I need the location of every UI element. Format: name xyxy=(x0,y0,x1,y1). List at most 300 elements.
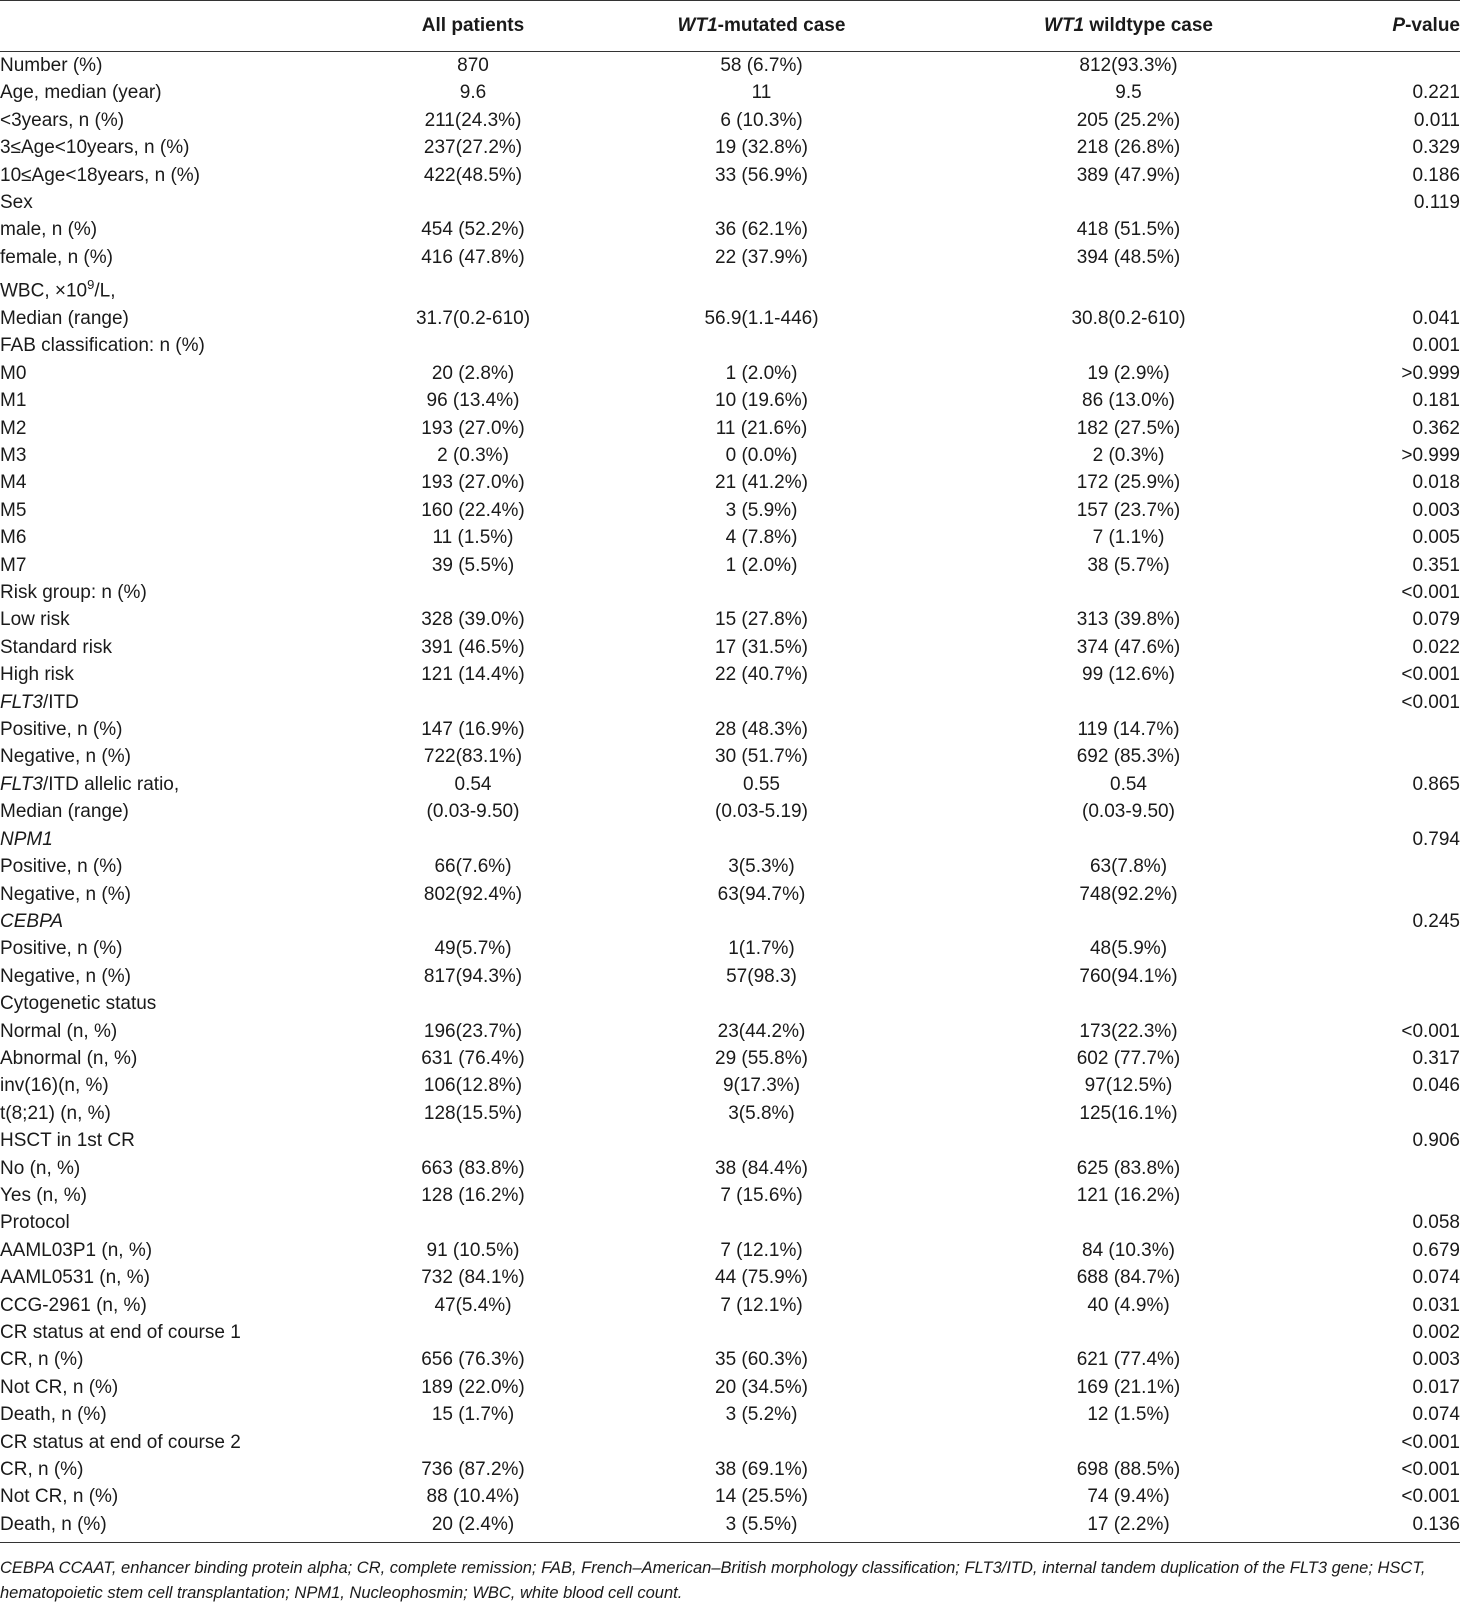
cell-wt1-mutated: 1 (2.0%) xyxy=(725,554,798,576)
row-label xyxy=(0,1209,365,1236)
cell-wt1-mutated: 17 (31.5%) xyxy=(715,636,808,658)
row-label-text: M5 xyxy=(0,499,27,521)
cell-p-value xyxy=(1315,244,1460,271)
row-label-text: Normal (n, %) xyxy=(0,1020,118,1042)
row-label xyxy=(0,52,365,80)
table-row xyxy=(0,689,1460,716)
cell-wt1-wildtype: 125(16.1%) xyxy=(1079,1102,1178,1124)
row-label xyxy=(0,634,365,661)
cell-wt1-mutated: 36 (62.1%) xyxy=(715,219,808,241)
table-row xyxy=(0,1072,1460,1099)
row-label xyxy=(0,1346,365,1373)
cell-p-value: 0.074 xyxy=(1412,1404,1460,1426)
table-row xyxy=(0,1456,1460,1483)
cell-wt1-mutated: 11 (21.6%) xyxy=(715,417,808,439)
row-label xyxy=(0,935,365,962)
row-label xyxy=(0,1127,365,1154)
cell-all-patients xyxy=(365,1209,581,1236)
row-label-text: Death, n (%) xyxy=(0,1513,107,1535)
row-label-text: CCG-2961 (n, %) xyxy=(0,1294,147,1316)
cell-all-patients: 47(5.4%) xyxy=(434,1294,512,1316)
cell-wt1-mutated: 22 (40.7%) xyxy=(715,664,808,686)
header-wt1-mutated xyxy=(581,1,942,52)
table-row xyxy=(0,634,1460,661)
row-label xyxy=(0,853,365,880)
cell-wt1-mutated: 6 (10.3%) xyxy=(720,109,803,131)
row-label xyxy=(0,216,365,243)
cell-p-value: 0.005 xyxy=(1412,527,1460,549)
cell-wt1-mutated: 35 (60.3%) xyxy=(715,1349,808,1371)
table-row xyxy=(0,1209,1460,1236)
row-label-text: M6 xyxy=(0,527,27,549)
row-label-text: CR, n (%) xyxy=(0,1349,84,1371)
cell-p-value: 0.031 xyxy=(1412,1294,1460,1316)
row-label-text: Negative, n (%) xyxy=(0,883,131,905)
row-label xyxy=(0,271,365,305)
row-label xyxy=(0,1100,365,1127)
cell-wt1-mutated: 56.9(1.1-446) xyxy=(704,307,819,329)
table-row xyxy=(0,1511,1460,1543)
cell-all-patients: 147 (16.9%) xyxy=(421,719,525,741)
cell-p-value: 0.002 xyxy=(1412,1322,1460,1344)
cell-wt1-wildtype: 48(5.9%) xyxy=(1089,938,1168,960)
header-all-patients: All patients xyxy=(421,15,525,36)
table-row xyxy=(0,189,1460,216)
cell-wt1-wildtype xyxy=(942,1429,1315,1456)
cell-wt1-mutated: 29 (55.8%) xyxy=(715,1047,808,1069)
row-label xyxy=(0,1182,365,1209)
cell-wt1-wildtype xyxy=(942,908,1315,935)
cell-wt1-wildtype: 688 (84.7%) xyxy=(1076,1267,1181,1289)
table-row xyxy=(0,497,1460,524)
cell-all-patients: 732 (84.1%) xyxy=(421,1267,525,1289)
table-row xyxy=(0,771,1460,798)
header-p-value xyxy=(1315,1,1460,52)
cell-p-value: 0.329 xyxy=(1412,137,1460,159)
cell-wt1-mutated: 4 (7.8%) xyxy=(725,527,798,549)
cell-wt1-mutated: 23(44.2%) xyxy=(717,1020,806,1042)
cell-all-patients: 328 (39.0%) xyxy=(421,609,525,631)
cell-p-value: 0.003 xyxy=(1412,499,1460,521)
row-label xyxy=(0,1401,365,1428)
row-label-text: M7 xyxy=(0,554,27,576)
cell-wt1-wildtype: 17 (2.2%) xyxy=(1087,1513,1170,1535)
cell-wt1-mutated xyxy=(581,908,942,935)
row-label-text: Abnormal (n, %) xyxy=(0,1047,138,1069)
cell-wt1-mutated: 3(5.3%) xyxy=(728,856,795,878)
cell-p-value xyxy=(1315,853,1460,880)
cell-p-value: 0.022 xyxy=(1412,636,1460,658)
row-label-text: Low risk xyxy=(0,609,70,631)
row-label-text: M3 xyxy=(0,445,27,467)
table-row xyxy=(0,469,1460,496)
row-label xyxy=(0,689,365,716)
row-label xyxy=(0,134,365,161)
cell-wt1-mutated: 0.55 xyxy=(743,773,780,795)
cell-wt1-wildtype xyxy=(942,1319,1315,1346)
cell-wt1-wildtype: 30.8(0.2-610) xyxy=(1071,307,1186,329)
cell-wt1-mutated: 19 (32.8%) xyxy=(715,137,808,159)
cell-wt1-wildtype: 602 (77.7%) xyxy=(1076,1047,1181,1069)
cell-wt1-mutated: 44 (75.9%) xyxy=(715,1267,808,1289)
cell-all-patients: 31.7(0.2-610) xyxy=(415,307,531,329)
cell-all-patients: 66(7.6%) xyxy=(434,856,512,878)
row-label-text: Negative, n (%) xyxy=(0,746,131,768)
cell-wt1-mutated: 10 (19.6%) xyxy=(715,390,808,412)
cell-p-value: 0.794 xyxy=(1412,828,1460,850)
cell-wt1-wildtype: 621 (77.4%) xyxy=(1076,1349,1181,1371)
row-label-suffix: /L, xyxy=(94,280,116,302)
table-row xyxy=(0,552,1460,579)
cell-p-value: 0.119 xyxy=(1413,192,1460,214)
row-label xyxy=(0,908,365,935)
table-row xyxy=(0,305,1460,332)
cell-wt1-wildtype: 760(94.1%) xyxy=(1079,965,1178,987)
cell-all-patients: 736 (87.2%) xyxy=(421,1459,525,1481)
cell-p-value: <0.001 xyxy=(1401,1431,1460,1453)
cell-p-value xyxy=(1315,1155,1460,1182)
row-label xyxy=(0,1456,365,1483)
cell-all-patients xyxy=(365,689,581,716)
table-footnote: CEBPA CCAAT, enhancer binding protein alpha; CR, complete remission; FAB, French–American–British morphology classification; FLT3/ITD, internal tandem duplication of the FLT3 gene; HSCT, hematopoietic stem cell transplantation; NPM1, Nucleophosmin; WBC, white blood cell count. xyxy=(0,1559,1426,1602)
cell-p-value: <0.001 xyxy=(1401,1020,1460,1042)
cell-p-value xyxy=(1315,716,1460,743)
table-row xyxy=(0,963,1460,990)
cell-wt1-wildtype: 9.5 xyxy=(1115,82,1142,104)
cell-wt1-wildtype: 63(7.8%) xyxy=(1089,856,1168,878)
cell-p-value xyxy=(1315,798,1460,825)
cell-p-value: >0.999 xyxy=(1401,445,1460,467)
cell-wt1-mutated: 11 xyxy=(751,82,772,104)
table-row xyxy=(0,1401,1460,1428)
cell-p-value: 0.011 xyxy=(1413,109,1460,131)
cell-p-value: 0.221 xyxy=(1412,82,1460,104)
cell-wt1-mutated xyxy=(581,1429,942,1456)
row-label-text: HSCT in 1st CR xyxy=(0,1130,135,1152)
row-label xyxy=(0,162,365,189)
row-label-text: No (n, %) xyxy=(0,1157,81,1179)
cell-p-value xyxy=(1315,1182,1460,1209)
table-row xyxy=(0,908,1460,935)
row-label-gene: FLT3 xyxy=(0,691,43,713)
row-label-text: CR status at end of course 2 xyxy=(0,1431,241,1453)
row-label xyxy=(0,963,365,990)
cell-p-value: <0.001 xyxy=(1401,691,1460,713)
cell-wt1-mutated: 57(98.3) xyxy=(726,965,797,987)
cell-wt1-wildtype: 12 (1.5%) xyxy=(1087,1404,1170,1426)
row-label xyxy=(0,743,365,770)
cell-wt1-wildtype: 173(22.3%) xyxy=(1079,1020,1178,1042)
cell-wt1-mutated: 7 (12.1%) xyxy=(720,1294,803,1316)
cell-wt1-wildtype: 0.54 xyxy=(1110,773,1147,795)
cell-wt1-mutated xyxy=(581,689,942,716)
cell-wt1-mutated: 0 (0.0%) xyxy=(725,445,798,467)
row-label xyxy=(0,1264,365,1291)
row-label-text: AAML0531 (n, %) xyxy=(0,1267,150,1289)
cell-wt1-wildtype: 99 (12.6%) xyxy=(1082,664,1175,686)
header-p-letter: P xyxy=(1392,15,1406,36)
cell-wt1-wildtype: 86 (13.0%) xyxy=(1082,390,1175,412)
cell-p-value: <0.001 xyxy=(1401,582,1460,604)
cell-wt1-wildtype: 38 (5.7%) xyxy=(1087,554,1170,576)
cell-wt1-wildtype: 313 (39.8%) xyxy=(1076,609,1181,631)
cell-all-patients xyxy=(365,826,581,853)
cell-wt1-wildtype: 157 (23.7%) xyxy=(1076,499,1181,521)
row-label xyxy=(0,497,365,524)
table-row xyxy=(0,1374,1460,1401)
row-label-text: CR, n (%) xyxy=(0,1459,84,1481)
cell-wt1-mutated: 7 (12.1%) xyxy=(720,1239,803,1261)
cell-wt1-mutated: 1 (2.0%) xyxy=(725,362,798,384)
row-label xyxy=(0,826,365,853)
row-label xyxy=(0,469,365,496)
row-label-text: FAB classification: n (%) xyxy=(0,335,205,357)
cell-p-value: 0.018 xyxy=(1412,472,1460,494)
cell-wt1-mutated: 28 (48.3%) xyxy=(715,719,808,741)
table-row xyxy=(0,1045,1460,1072)
cell-p-value: 0.186 xyxy=(1412,164,1460,186)
row-label-gene: FLT3 xyxy=(0,773,43,795)
cell-all-patients: 39 (5.5%) xyxy=(431,554,515,576)
cell-all-patients: 20 (2.8%) xyxy=(431,362,515,384)
cell-wt1-wildtype: 2 (0.3%) xyxy=(1092,445,1165,467)
row-label-text: /ITD xyxy=(42,691,79,713)
table-row xyxy=(0,990,1460,1017)
row-label-text: Death, n (%) xyxy=(0,1404,107,1426)
row-label xyxy=(0,1429,365,1456)
header-wt1-wildtype-gene: WT1 xyxy=(1044,15,1085,36)
cell-wt1-mutated: 1(1.7%) xyxy=(728,938,795,960)
cell-wt1-wildtype: 374 (47.6%) xyxy=(1076,636,1181,658)
cell-all-patients: 49(5.7%) xyxy=(434,938,512,960)
cell-wt1-wildtype: 84 (10.3%) xyxy=(1082,1239,1175,1261)
table-row xyxy=(0,1237,1460,1264)
table-row xyxy=(0,216,1460,243)
row-label-text: 3≤Age<10years, n (%) xyxy=(0,137,190,159)
cell-p-value: 0.351 xyxy=(1412,554,1460,576)
table-row xyxy=(0,606,1460,633)
cell-wt1-wildtype: 7 (1.1%) xyxy=(1092,527,1165,549)
cell-all-patients: 128(15.5%) xyxy=(423,1102,523,1124)
cell-wt1-wildtype: 97(12.5%) xyxy=(1084,1075,1173,1097)
row-label-text: AAML03P1 (n, %) xyxy=(0,1239,153,1261)
row-label xyxy=(0,360,365,387)
cell-all-patients: 20 (2.4%) xyxy=(431,1513,515,1535)
cell-all-patients xyxy=(365,990,581,1017)
cell-all-patients xyxy=(365,579,581,606)
cell-p-value: 0.865 xyxy=(1412,773,1460,795)
cell-p-value: 0.017 xyxy=(1412,1376,1460,1398)
cell-wt1-wildtype: 698 (88.5%) xyxy=(1076,1459,1181,1481)
table-row xyxy=(0,415,1460,442)
table-row xyxy=(0,1483,1460,1510)
header-wt1-wildtype-text: wildtype case xyxy=(1084,15,1213,36)
cell-p-value: <0.001 xyxy=(1401,1486,1460,1508)
row-label-text: /ITD allelic ratio, xyxy=(42,773,180,795)
row-label xyxy=(0,415,365,442)
cell-p-value: 0.046 xyxy=(1412,1075,1460,1097)
cell-all-patients: 128 (16.2%) xyxy=(421,1184,525,1206)
cell-all-patients: 237(27.2%) xyxy=(423,137,523,159)
row-label xyxy=(0,305,365,332)
row-label xyxy=(0,79,365,106)
table-row xyxy=(0,107,1460,134)
cell-all-patients xyxy=(365,1127,581,1154)
cell-all-patients xyxy=(365,1319,581,1346)
table-row xyxy=(0,1127,1460,1154)
row-label xyxy=(0,1292,365,1319)
row-label-text: Number (%) xyxy=(0,55,103,76)
row-label xyxy=(0,244,365,271)
row-label xyxy=(0,990,365,1017)
cell-wt1-wildtype xyxy=(942,1127,1315,1154)
cell-wt1-mutated: 20 (34.5%) xyxy=(715,1376,808,1398)
row-label xyxy=(0,1374,365,1401)
header-p-text: -value xyxy=(1405,15,1460,36)
row-label xyxy=(0,881,365,908)
row-label xyxy=(0,189,365,216)
table-row xyxy=(0,1319,1460,1346)
row-label xyxy=(0,1237,365,1264)
header-wt1-wildtype xyxy=(942,1,1315,52)
cell-wt1-mutated xyxy=(581,579,942,606)
cell-wt1-mutated xyxy=(581,990,942,1017)
cell-wt1-wildtype: 74 (9.4%) xyxy=(1087,1486,1170,1508)
cell-wt1-mutated: 3 (5.9%) xyxy=(725,499,798,521)
row-label-text: <3years, n (%) xyxy=(0,109,125,131)
cell-wt1-mutated: 38 (69.1%) xyxy=(715,1459,808,1481)
cell-all-patients xyxy=(365,1429,581,1456)
cell-all-patients: (0.03-9.50) xyxy=(426,801,520,823)
row-label-text: female, n (%) xyxy=(0,246,113,268)
row-label-text: M1 xyxy=(0,390,27,412)
cell-p-value xyxy=(1315,271,1460,305)
table-row xyxy=(0,244,1460,271)
cell-wt1-wildtype xyxy=(942,689,1315,716)
cell-wt1-wildtype xyxy=(942,990,1315,1017)
row-label xyxy=(0,771,365,798)
header-wt1-mutated-gene: WT1 xyxy=(677,15,718,36)
cell-wt1-mutated: (0.03-5.19) xyxy=(715,801,808,823)
cell-wt1-wildtype: 40 (4.9%) xyxy=(1087,1294,1170,1316)
cell-all-patients: 817(94.3%) xyxy=(423,965,523,987)
table-row xyxy=(0,442,1460,469)
table-row xyxy=(0,935,1460,962)
cell-wt1-mutated xyxy=(581,189,942,216)
row-label xyxy=(0,332,365,359)
row-label-text: CR status at end of course 1 xyxy=(0,1322,241,1344)
cell-wt1-mutated xyxy=(581,1127,942,1154)
cell-p-value: 0.079 xyxy=(1412,609,1460,631)
cell-p-value xyxy=(1315,52,1460,80)
cell-p-value xyxy=(1315,935,1460,962)
row-label-text: Cytogenetic status xyxy=(0,993,157,1015)
cell-wt1-wildtype: 389 (47.9%) xyxy=(1076,164,1181,186)
cell-all-patients xyxy=(365,908,581,935)
cell-all-patients: 454 (52.2%) xyxy=(421,219,525,241)
cell-wt1-mutated: 30 (51.7%) xyxy=(715,746,808,768)
cell-p-value: 0.245 xyxy=(1412,910,1460,932)
table-row xyxy=(0,853,1460,880)
row-label xyxy=(0,1018,365,1045)
cell-wt1-wildtype: 182 (27.5%) xyxy=(1076,417,1181,439)
cell-wt1-mutated: 9(17.3%) xyxy=(722,1075,801,1097)
row-label xyxy=(0,606,365,633)
cell-all-patients: 416 (47.8%) xyxy=(421,246,525,268)
row-label-text: Not CR, n (%) xyxy=(0,1376,119,1398)
cell-p-value: 0.136 xyxy=(1412,1513,1460,1535)
cell-all-patients: 121 (14.4%) xyxy=(421,664,525,686)
table-row xyxy=(0,387,1460,414)
row-label-text: 10≤Age<18years, n (%) xyxy=(0,164,201,186)
row-label xyxy=(0,524,365,551)
header-wt1-mutated-text: -mutated case xyxy=(717,15,846,36)
cell-all-patients xyxy=(365,332,581,359)
cell-all-patients: 15 (1.7%) xyxy=(431,1404,515,1426)
cell-all-patients: 391 (46.5%) xyxy=(421,636,525,658)
cell-p-value: 0.317 xyxy=(1412,1047,1460,1069)
row-label-text: male, n (%) xyxy=(0,219,98,241)
cell-wt1-mutated: 3 (5.5%) xyxy=(725,1513,798,1535)
cell-p-value: 0.679 xyxy=(1412,1239,1460,1261)
cell-p-value xyxy=(1315,963,1460,990)
table-row xyxy=(0,524,1460,551)
cell-wt1-wildtype: 812(93.3%) xyxy=(1079,55,1178,76)
cell-wt1-mutated: 14 (25.5%) xyxy=(715,1486,808,1508)
row-label-text: WBC, ×10 xyxy=(0,280,88,302)
row-label xyxy=(0,552,365,579)
cell-p-value: 0.003 xyxy=(1412,1349,1460,1371)
cell-p-value: 0.362 xyxy=(1412,417,1460,439)
cell-p-value xyxy=(1315,881,1460,908)
table-row xyxy=(0,716,1460,743)
row-label-text: Risk group: n (%) xyxy=(0,582,147,604)
cell-all-patients: 160 (22.4%) xyxy=(421,499,525,521)
cell-all-patients: 631 (76.4%) xyxy=(421,1047,525,1069)
row-label xyxy=(0,1155,365,1182)
cell-wt1-mutated xyxy=(581,271,942,305)
table-row xyxy=(0,79,1460,106)
table-row xyxy=(0,1292,1460,1319)
table-row xyxy=(0,798,1460,825)
row-label-text: High risk xyxy=(0,664,74,686)
cell-all-patients: 663 (83.8%) xyxy=(421,1157,525,1179)
cell-all-patients: 11 (1.5%) xyxy=(432,527,514,549)
row-label-text: Yes (n, %) xyxy=(0,1184,87,1206)
cell-wt1-wildtype: 394 (48.5%) xyxy=(1076,246,1181,268)
cell-p-value: 0.058 xyxy=(1412,1212,1460,1234)
cell-p-value: 0.181 xyxy=(1412,390,1460,412)
row-label-text: Positive, n (%) xyxy=(0,719,123,741)
row-label xyxy=(0,798,365,825)
table-row xyxy=(0,1018,1460,1045)
header-label xyxy=(0,1,365,52)
cell-all-patients: 196(23.7%) xyxy=(423,1020,523,1042)
cell-all-patients: 0.54 xyxy=(454,773,492,795)
cell-all-patients: 88 (10.4%) xyxy=(426,1486,520,1508)
cell-p-value: 0.001 xyxy=(1412,335,1460,357)
cell-wt1-mutated: 58 (6.7%) xyxy=(720,55,803,76)
cell-p-value: 0.906 xyxy=(1412,1130,1460,1152)
table-header-row xyxy=(0,1,1460,52)
cell-p-value xyxy=(1315,990,1460,1017)
cell-p-value xyxy=(1315,1100,1460,1127)
row-label-text: inv(16)(n, %) xyxy=(0,1075,109,1097)
row-label-gene: NPM1 xyxy=(0,828,53,850)
cell-wt1-mutated xyxy=(581,826,942,853)
cell-wt1-wildtype xyxy=(942,332,1315,359)
row-label-text: Median (range) xyxy=(0,801,129,823)
